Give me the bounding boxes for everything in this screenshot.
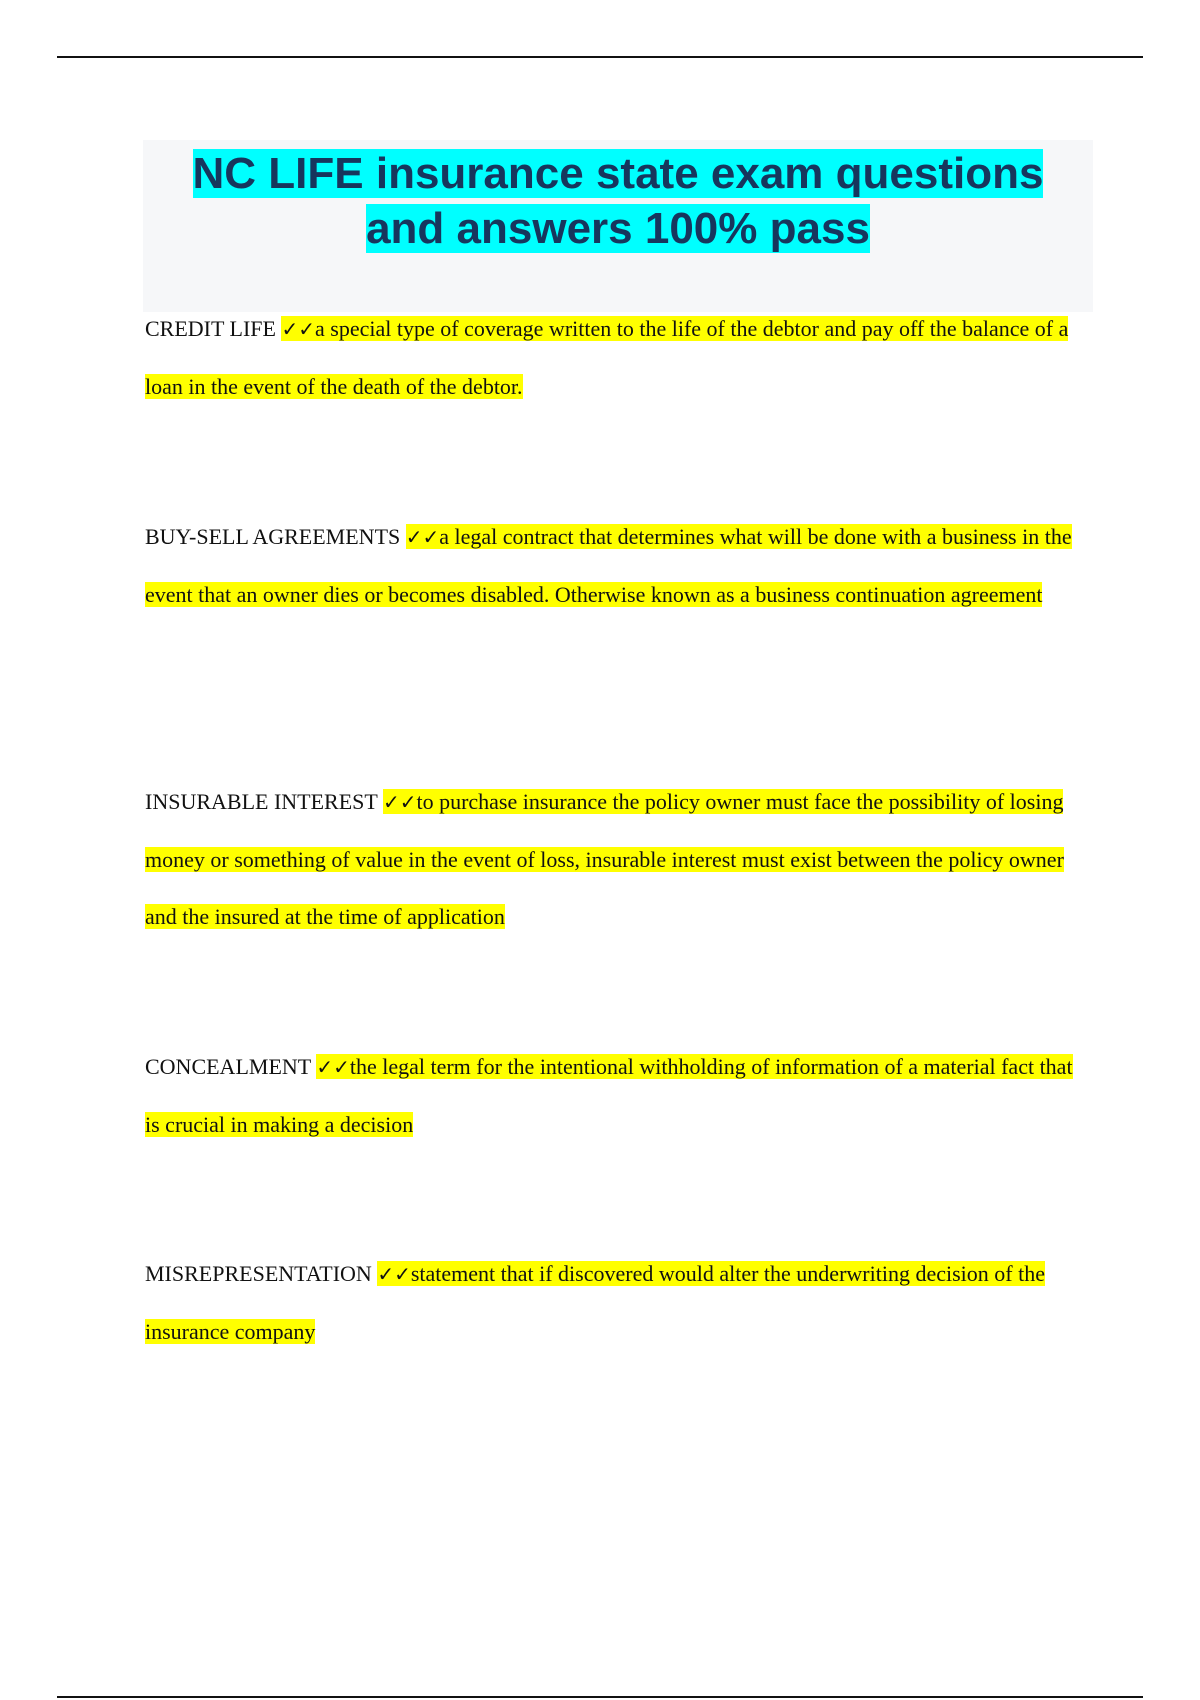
title-line-2: and answers 100% pass	[366, 204, 870, 253]
qa-entry-insurable-interest	[145, 773, 1085, 945]
entry-definition: statement that if discovered would alter the underwriting decision of the insurance company	[145, 1261, 1045, 1344]
entry-term: CONCEALMENT	[145, 1054, 311, 1079]
entry-term: INSURABLE INTEREST	[145, 789, 378, 814]
header-rule	[57, 56, 1143, 58]
title-block	[143, 140, 1093, 312]
double-check-icon: ✓✓	[405, 525, 440, 549]
entry-definition: a legal contract that determines what will be done with a business in the event that an owner dies or becomes disabled. Otherwise known as a business continuation agreement	[145, 524, 1072, 607]
entry-definition: the legal term for the intentional withholding of information of a material fact that is crucial in making a decision	[145, 1054, 1073, 1137]
footer-rule	[57, 1696, 1143, 1698]
double-check-icon: ✓✓	[316, 1055, 350, 1079]
entry-definition: to purchase insurance the policy owner must face the possibility of losing money or something of value in the event of loss, insurable interest must exist between the policy owner and the insured at the time of application	[145, 789, 1064, 929]
document-title	[143, 140, 1093, 256]
qa-entry-concealment	[145, 1038, 1085, 1153]
double-check-icon: ✓✓	[377, 1262, 411, 1286]
qa-entry-misrepresentation	[145, 1245, 1085, 1360]
title-line-1: NC LIFE insurance state exam questions	[192, 149, 1044, 198]
double-check-icon: ✓✓	[281, 317, 315, 341]
double-check-icon: ✓✓	[382, 790, 417, 814]
qa-entry-credit-life	[145, 300, 1085, 415]
entry-term: BUY-SELL AGREEMENTS	[145, 524, 401, 549]
qa-entry-buy-sell-agreements	[145, 508, 1085, 623]
entry-definition: a special type of coverage written to the life of the debtor and pay off the balance of a loan in the event of the death of the debtor.	[145, 316, 1069, 399]
entry-term: CREDIT LIFE	[145, 316, 276, 341]
entry-term: MISREPRESENTATION	[145, 1261, 372, 1286]
